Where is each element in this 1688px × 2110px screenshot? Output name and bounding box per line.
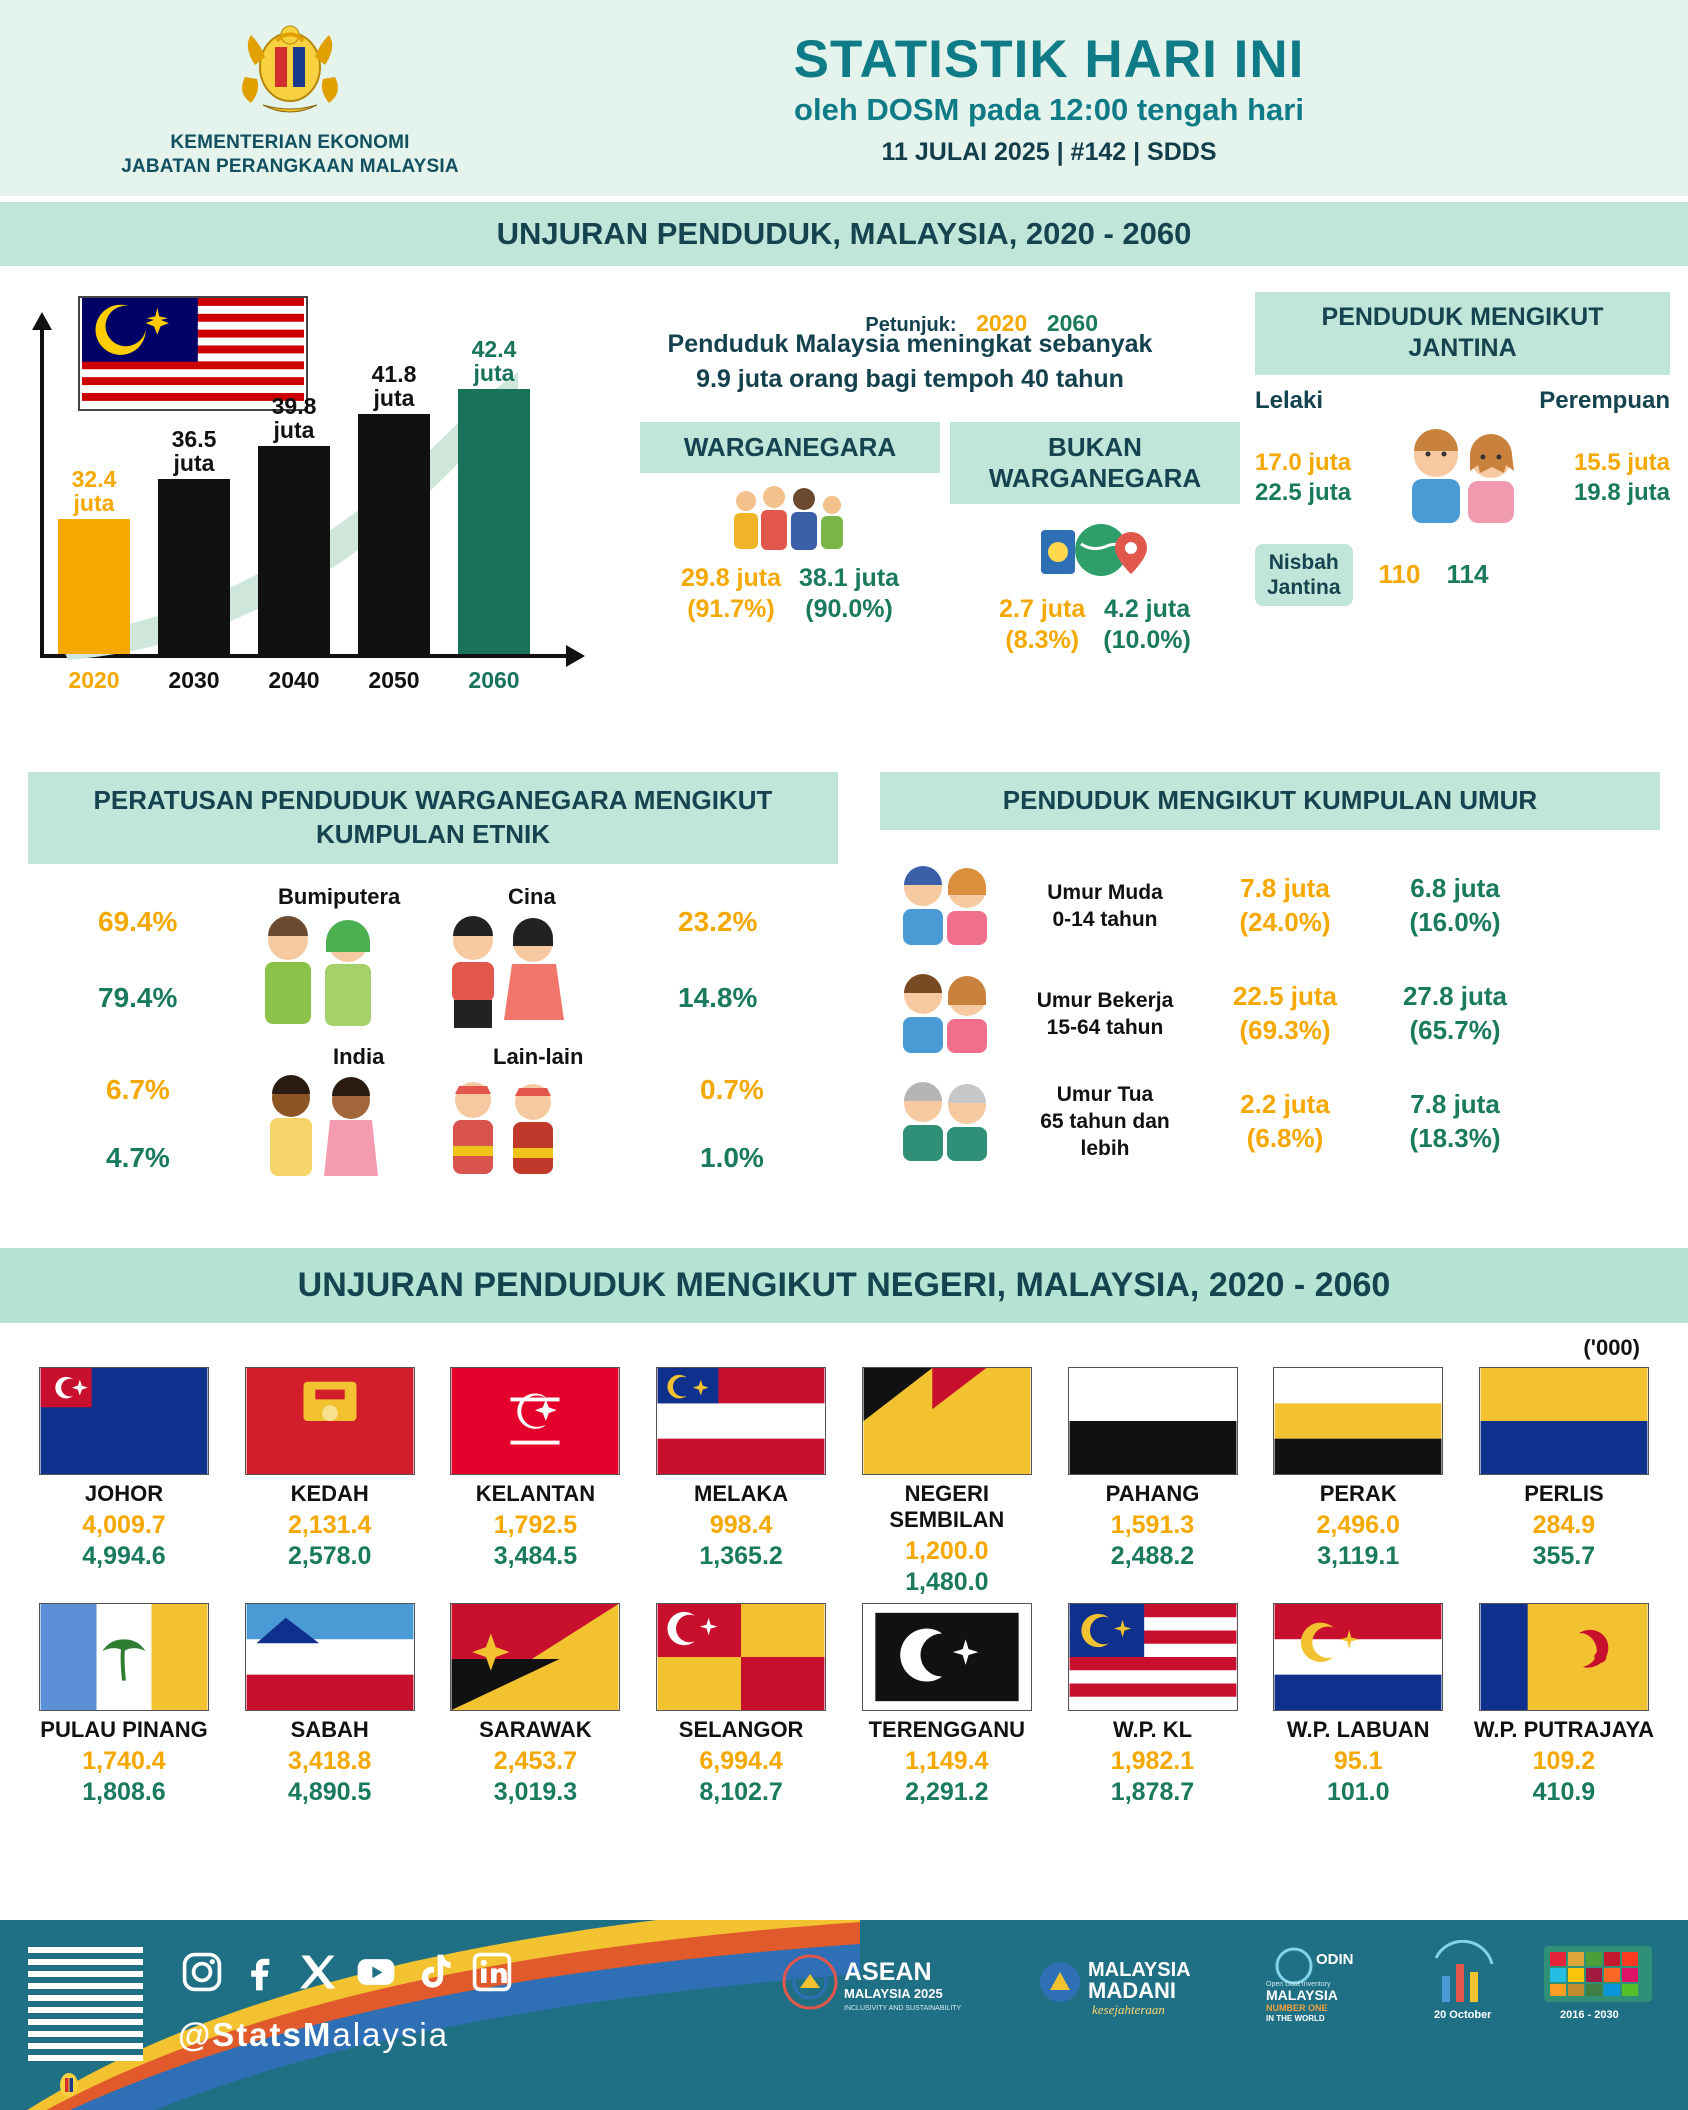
age-working-2060 — [1370, 980, 1540, 1048]
svg-text:kesejahteraan: kesejahteraan — [1092, 2002, 1165, 2017]
state-name: JOHOR — [84, 1481, 164, 1506]
melaka-flag-icon — [656, 1367, 826, 1475]
page-title: STATISTIK HARI INI — [793, 30, 1305, 89]
male-values — [1255, 448, 1351, 508]
citizen-2020-pct: (91.7%) — [687, 595, 775, 624]
state-name: PERAK — [1319, 1481, 1397, 1506]
ministry-line1: KEMENTERIAN EKONOMI — [170, 132, 410, 154]
age-row-working — [880, 960, 1660, 1068]
state-2020: 998.4 — [709, 1511, 773, 1539]
x-tick-2040: 2040 — [268, 667, 320, 693]
state-2060: 4,890.5 — [287, 1778, 372, 1806]
svg-text:ASEAN: ASEAN — [844, 1958, 932, 1986]
age-row-young — [880, 852, 1660, 960]
asean-malaysia-2025-logo — [778, 1940, 1008, 2029]
age-young-2060-value: 6.8 juta — [1410, 873, 1500, 903]
growth-statement-line2: 9.9 juta orang bagi tempoh 40 tahun — [696, 365, 1124, 393]
age-old-2020-pct: (6.8%) — [1246, 1122, 1324, 1153]
states-row-2 — [24, 1603, 1664, 1807]
state-2060: 410.9 — [1532, 1778, 1596, 1806]
citizen-2020 — [681, 563, 781, 626]
negeri-sembilan-flag-icon — [862, 1367, 1032, 1475]
state-2020: 95.1 — [1333, 1747, 1383, 1775]
sex-ratio-label-line2: Jantina — [1267, 575, 1341, 599]
footer — [0, 1920, 1688, 2110]
state-negeri-sembilan — [847, 1367, 1047, 1597]
non-citizen-2060-value: 4.2 juta — [1103, 595, 1191, 623]
non-citizen-2020 — [999, 594, 1085, 657]
citizen-title: WARGANEGARA — [640, 422, 940, 473]
state-name: MELAKA — [694, 1481, 789, 1506]
selangor-flag-icon — [656, 1603, 826, 1711]
header-right — [470, 29, 1688, 167]
state-2060: 8,102.7 — [699, 1778, 783, 1806]
state-pahang — [1053, 1367, 1253, 1597]
sex-ratio-label — [1255, 544, 1353, 606]
citizen-2060-value: 38.1 juta — [799, 564, 900, 592]
partner-logos — [778, 1940, 1658, 2029]
age-name-old — [1010, 1081, 1200, 1163]
non-citizen-2060 — [1103, 594, 1191, 657]
issue-date: 11 JULAI 2025 | #142 | SDDS — [881, 138, 1217, 166]
johor-flag-icon — [39, 1367, 209, 1475]
gender-values — [1255, 421, 1670, 536]
ethnic-age-section — [0, 772, 1688, 1242]
bars — [58, 328, 558, 654]
wp-labuan-flag-icon — [1273, 1603, 1443, 1711]
odin-malaysia-logo — [1260, 1940, 1390, 2029]
non-citizen-block — [950, 422, 1240, 657]
social-handle-bold: @StatsM — [178, 2016, 333, 2053]
state-name: W.P. PUTRAJAYA — [1473, 1717, 1654, 1742]
state-2020: 1,591.3 — [1110, 1511, 1195, 1539]
female-label: Perempuan — [1539, 386, 1670, 414]
growth-statement — [620, 327, 1200, 397]
bar-label-2040: 39.8 juta — [271, 392, 317, 443]
non-citizen-2020-pct: (8.3%) — [1005, 626, 1080, 655]
instagram-icon[interactable] — [180, 1950, 224, 1999]
lain-2020: 0.7% — [700, 1073, 764, 1105]
age-name-young-line2: 0-14 tahun — [1052, 907, 1158, 931]
kelantan-flag-icon — [450, 1367, 620, 1475]
age-old-2060 — [1370, 1088, 1540, 1156]
state-perlis — [1464, 1367, 1664, 1597]
age-working-2060-value: 27.8 juta — [1402, 981, 1508, 1011]
perlis-flag-icon — [1479, 1367, 1649, 1475]
state-2020: 4,009.7 — [82, 1511, 166, 1539]
ethnic-panel — [28, 772, 838, 1214]
section-banner-states: UNJURAN PENDUDUK MENGIKUT NEGERI, MALAYSIA, 2020 - 2060 — [0, 1248, 1688, 1323]
female-values — [1574, 448, 1670, 508]
state-2020: 284.9 — [1532, 1511, 1596, 1539]
bar-2030 — [158, 427, 230, 654]
x-tick-labels — [58, 667, 558, 694]
age-panel — [880, 772, 1660, 1176]
state-name: PULAU PINANG — [40, 1717, 208, 1742]
chinese-couple-icon — [428, 910, 578, 1045]
bar-label-2020: 32.4 juta — [71, 465, 117, 516]
bar-label-2060: 42.4 juta — [471, 335, 517, 386]
citizen-2060 — [799, 563, 899, 626]
world-statistics-day-logo — [1416, 1940, 1512, 2029]
cina-2020: 23.2% — [678, 905, 758, 937]
youtube-icon[interactable] — [354, 1950, 398, 1999]
social-handle-rest: alaysia — [332, 2016, 450, 2053]
state-pulau-pinang — [24, 1603, 224, 1807]
gender-panel — [1255, 292, 1670, 606]
ministry-name — [110, 131, 470, 179]
non-citizen-title-line2: WARGANEGARA — [988, 463, 1202, 493]
x-axis-arrow — [566, 645, 585, 667]
facebook-icon[interactable] — [238, 1950, 282, 1999]
state-2060: 2,578.0 — [287, 1542, 372, 1570]
working-adults-icon — [880, 965, 1010, 1062]
state-2020: 3,418.8 — [287, 1747, 372, 1775]
bar-2040 — [258, 394, 330, 654]
social-handle[interactable] — [178, 2016, 449, 2054]
legend-2020: 2020 — [976, 310, 1028, 336]
state-2020: 1,200.0 — [905, 1537, 989, 1565]
perak-flag-icon — [1273, 1367, 1443, 1475]
linkedin-icon[interactable] — [470, 1950, 514, 1999]
malaysia-coat-of-arms-icon — [225, 17, 355, 127]
states-row-1 — [24, 1367, 1664, 1597]
ethnic-name-india: India — [333, 1043, 385, 1069]
main-stats-section — [0, 272, 1688, 772]
header-left — [0, 17, 470, 179]
gender-title — [1255, 292, 1670, 375]
state-sarawak — [435, 1603, 635, 1807]
state-2020: 2,131.4 — [287, 1511, 372, 1539]
bumiputera-2020: 69.4% — [98, 905, 178, 937]
lain-2060: 1.0% — [700, 1141, 764, 1173]
state-2020: 1,740.4 — [82, 1747, 166, 1775]
malaysia-madani-logo — [1034, 1940, 1234, 2029]
state-2060: 1,878.7 — [1110, 1778, 1195, 1806]
states-section — [0, 1329, 1688, 1807]
state-name: TERENGGANU — [868, 1717, 1026, 1742]
male-2020: 17.0 juta — [1255, 449, 1352, 476]
globe-passport-icon — [950, 514, 1240, 588]
state-2060: 1,480.0 — [905, 1568, 989, 1596]
cina-2060: 14.8% — [678, 981, 758, 1013]
female-2020: 15.5 juta — [1573, 449, 1670, 476]
age-young-2060-pct: (16.0%) — [1409, 906, 1501, 937]
ethnic-title — [28, 772, 838, 864]
state-terengganu — [847, 1603, 1047, 1807]
age-working-2060-pct: (65.7%) — [1409, 1014, 1501, 1045]
state-2060: 1,365.2 — [699, 1542, 783, 1570]
citizen-values — [640, 563, 940, 626]
state-name: SABAH — [290, 1717, 369, 1742]
sdg-malaysia-logo — [1538, 1940, 1658, 2029]
svg-text:NUMBER ONE: NUMBER ONE — [1266, 2003, 1328, 2013]
bar-2050 — [358, 362, 430, 654]
state-2020: 1,792.5 — [493, 1511, 578, 1539]
age-working-2020-value: 22.5 juta — [1232, 981, 1338, 1011]
state-2020: 1,149.4 — [905, 1747, 989, 1775]
gender-headers — [1255, 387, 1670, 415]
state-name: PERLIS — [1524, 1481, 1604, 1506]
x-tick-2030: 2030 — [168, 667, 220, 693]
india-2020: 6.7% — [106, 1073, 170, 1105]
y-axis — [40, 328, 44, 658]
state-2060: 3,484.5 — [493, 1542, 578, 1570]
svg-text:MALAYSIA: MALAYSIA — [1088, 1959, 1191, 1981]
sex-ratio-row — [1255, 544, 1670, 606]
age-name-young-line1: Umur Muda — [1047, 880, 1163, 904]
state-melaka — [641, 1367, 841, 1597]
state-perak — [1258, 1367, 1458, 1597]
age-name-old-line3: lebih — [1080, 1137, 1130, 1161]
svg-text:IN THE WORLD: IN THE WORLD — [1266, 2014, 1325, 2023]
age-old-2060-value: 7.8 juta — [1410, 1089, 1500, 1119]
state-2060: 101.0 — [1326, 1778, 1390, 1806]
pahang-flag-icon — [1068, 1367, 1238, 1475]
sex-ratio-label-line1: Nisbah — [1268, 550, 1339, 574]
state-2020: 1,982.1 — [1110, 1747, 1195, 1775]
state-selangor — [641, 1603, 841, 1807]
state-2060: 1,808.6 — [82, 1778, 166, 1806]
state-name: NEGERI SEMBILAN — [889, 1481, 1005, 1532]
india-2060: 4.7% — [106, 1141, 170, 1173]
legend-2060: 2060 — [1046, 310, 1098, 336]
state-name: SELANGOR — [678, 1717, 804, 1742]
non-citizen-2060-pct: (10.0%) — [1103, 626, 1191, 655]
state-wp-labuan — [1258, 1603, 1458, 1807]
state-2020: 2,453.7 — [493, 1747, 578, 1775]
non-citizen-2020-value: 2.7 juta — [999, 595, 1086, 623]
svg-text:MADANI: MADANI — [1088, 1978, 1176, 2003]
citizen-2020-value: 29.8 juta — [680, 564, 781, 592]
qr-code[interactable] — [28, 1946, 143, 2061]
non-citizen-title-line1: BUKAN — [1048, 432, 1142, 462]
state-name: KEDAH — [290, 1481, 369, 1506]
age-young-2020-value: 7.8 juta — [1240, 873, 1330, 903]
state-kedah — [230, 1367, 430, 1597]
x-tick-2020: 2020 — [68, 667, 120, 693]
gender-title-line1: PENDUDUK MENGIKUT — [1321, 303, 1604, 331]
male-2060: 22.5 juta — [1255, 479, 1352, 506]
growth-statement-line1: Penduduk Malaysia meningkat sebanyak — [667, 330, 1153, 358]
bar-2020 — [58, 467, 130, 654]
state-name: PAHANG — [1105, 1481, 1200, 1506]
state-2060: 3,119.1 — [1317, 1542, 1400, 1570]
others-couple-icon — [428, 1070, 578, 1195]
age-row-old — [880, 1068, 1660, 1176]
age-name-old-line1: Umur Tua — [1056, 1082, 1154, 1106]
state-2060: 355.7 — [1532, 1542, 1596, 1570]
ethnic-name-cina: Cina — [508, 883, 556, 909]
female-2060: 19.8 juta — [1573, 479, 1670, 506]
citizen-2060-pct: (90.0%) — [805, 595, 893, 624]
sex-ratio-2060: 114 — [1446, 559, 1489, 590]
family-group-icon — [640, 483, 940, 557]
ministry-line2: JABATAN PERANGKAAN MALAYSIA — [121, 156, 459, 177]
state-name: KELANTAN — [475, 1481, 596, 1506]
state-sabah — [230, 1603, 430, 1807]
age-name-working — [1010, 987, 1200, 1042]
ethnic-name-lain: Lain-lain — [493, 1043, 584, 1069]
state-2060: 3,019.3 — [493, 1778, 578, 1806]
age-name-working-line2: 15-64 tahun — [1046, 1015, 1164, 1039]
ethnic-grid — [28, 884, 838, 1214]
state-2060: 2,291.2 — [905, 1778, 989, 1806]
age-old-2060-pct: (18.3%) — [1409, 1122, 1501, 1153]
header — [0, 0, 1688, 196]
state-name: SARAWAK — [479, 1717, 592, 1742]
page-subtitle: oleh DOSM pada 12:00 tengah hari — [794, 92, 1304, 127]
age-working-2020 — [1200, 980, 1370, 1048]
x-twitter-icon[interactable] — [296, 1950, 340, 1999]
svg-text:2016 - 2030: 2016 - 2030 — [1560, 2009, 1619, 2021]
age-young-2020 — [1200, 872, 1370, 940]
social-links — [180, 1950, 514, 1999]
ethnic-title-line1: PERATUSAN PENDUDUK WARGANEGARA MENGIKUT — [93, 785, 773, 815]
indian-couple-icon — [246, 1070, 396, 1195]
citizen-block — [640, 422, 940, 626]
svg-text:20 October: 20 October — [1434, 2009, 1492, 2021]
x-tick-2050: 2050 — [368, 667, 420, 693]
svg-text:INCLUSIVITY AND SUSTAINABILITY: INCLUSIVITY AND SUSTAINABILITY — [844, 2005, 962, 2012]
svg-text:MALAYSIA: MALAYSIA — [1266, 1987, 1338, 2003]
young-children-icon — [880, 857, 1010, 954]
state-2020: 109.2 — [1532, 1747, 1596, 1775]
state-2060: 4,994.6 — [82, 1542, 166, 1570]
age-working-2020-pct: (69.3%) — [1239, 1014, 1331, 1045]
state-johor — [24, 1367, 224, 1597]
state-wp-kl — [1053, 1603, 1253, 1807]
footer-crest-icon — [52, 2070, 86, 2100]
svg-text:MALAYSIA 2025: MALAYSIA 2025 — [844, 1986, 943, 2001]
wp-putrajaya-flag-icon — [1479, 1603, 1649, 1711]
age-name-old-line2: 65 tahun dan — [1040, 1110, 1170, 1134]
state-2020: 6,994.4 — [699, 1747, 783, 1775]
sarawak-flag-icon — [450, 1603, 620, 1711]
age-name-working-line1: Umur Bekerja — [1036, 988, 1174, 1012]
age-rows — [880, 852, 1660, 1176]
age-young-2020-pct: (24.0%) — [1239, 906, 1331, 937]
bar-label-2050: 41.8 juta — [371, 360, 417, 411]
state-name: W.P. KL — [1112, 1717, 1193, 1742]
state-2020: 2,496.0 — [1316, 1511, 1400, 1539]
age-old-2020 — [1200, 1088, 1370, 1156]
bumiputera-couple-icon — [243, 910, 393, 1045]
non-citizen-title — [950, 422, 1240, 504]
x-tick-2060: 2060 — [468, 667, 520, 693]
section-banner-population-projection: UNJURAN PENDUDUK, MALAYSIA, 2020 - 2060 — [0, 202, 1688, 266]
bumiputera-2060: 79.4% — [98, 981, 178, 1013]
age-name-young — [1010, 879, 1200, 934]
state-2060: 2,488.2 — [1110, 1542, 1195, 1570]
age-old-2020-value: 2.2 juta — [1240, 1089, 1330, 1119]
wp-kl-flag-icon — [1068, 1603, 1238, 1711]
gender-title-line2: JANTINA — [1408, 334, 1517, 363]
legend-label: Petunjuk: — [865, 314, 957, 336]
male-label: Lelaki — [1255, 386, 1324, 414]
kedah-flag-icon — [245, 1367, 415, 1475]
population-bar-chart — [18, 292, 588, 712]
ethnic-name-bumiputera: Bumiputera — [278, 883, 401, 909]
sex-ratio-2020: 110 — [1378, 559, 1421, 590]
ethnic-title-line2: KUMPULAN ETNIK — [316, 818, 550, 849]
bar-2060 — [458, 337, 530, 654]
terengganu-flag-icon — [862, 1603, 1032, 1711]
age-title: PENDUDUK MENGIKUT KUMPULAN UMUR — [880, 772, 1660, 830]
sabah-flag-icon — [245, 1603, 415, 1711]
non-citizen-values — [950, 594, 1240, 657]
state-kelantan — [435, 1367, 635, 1597]
age-young-2060 — [1370, 872, 1540, 940]
svg-text:Open Data Inventory: Open Data Inventory — [1266, 1981, 1331, 1988]
pulau-pinang-flag-icon — [39, 1603, 209, 1711]
svg-text:ODIN: ODIN — [1316, 1951, 1354, 1968]
tiktok-icon[interactable] — [412, 1950, 456, 1999]
units-label: ('000) — [1583, 1335, 1640, 1360]
elderly-icon — [880, 1073, 1010, 1170]
state-name: W.P. LABUAN — [1286, 1717, 1430, 1742]
male-female-pair-icon — [1388, 421, 1538, 536]
bar-label-2030: 36.5 juta — [171, 425, 217, 476]
state-wp-putrajaya — [1464, 1603, 1664, 1807]
